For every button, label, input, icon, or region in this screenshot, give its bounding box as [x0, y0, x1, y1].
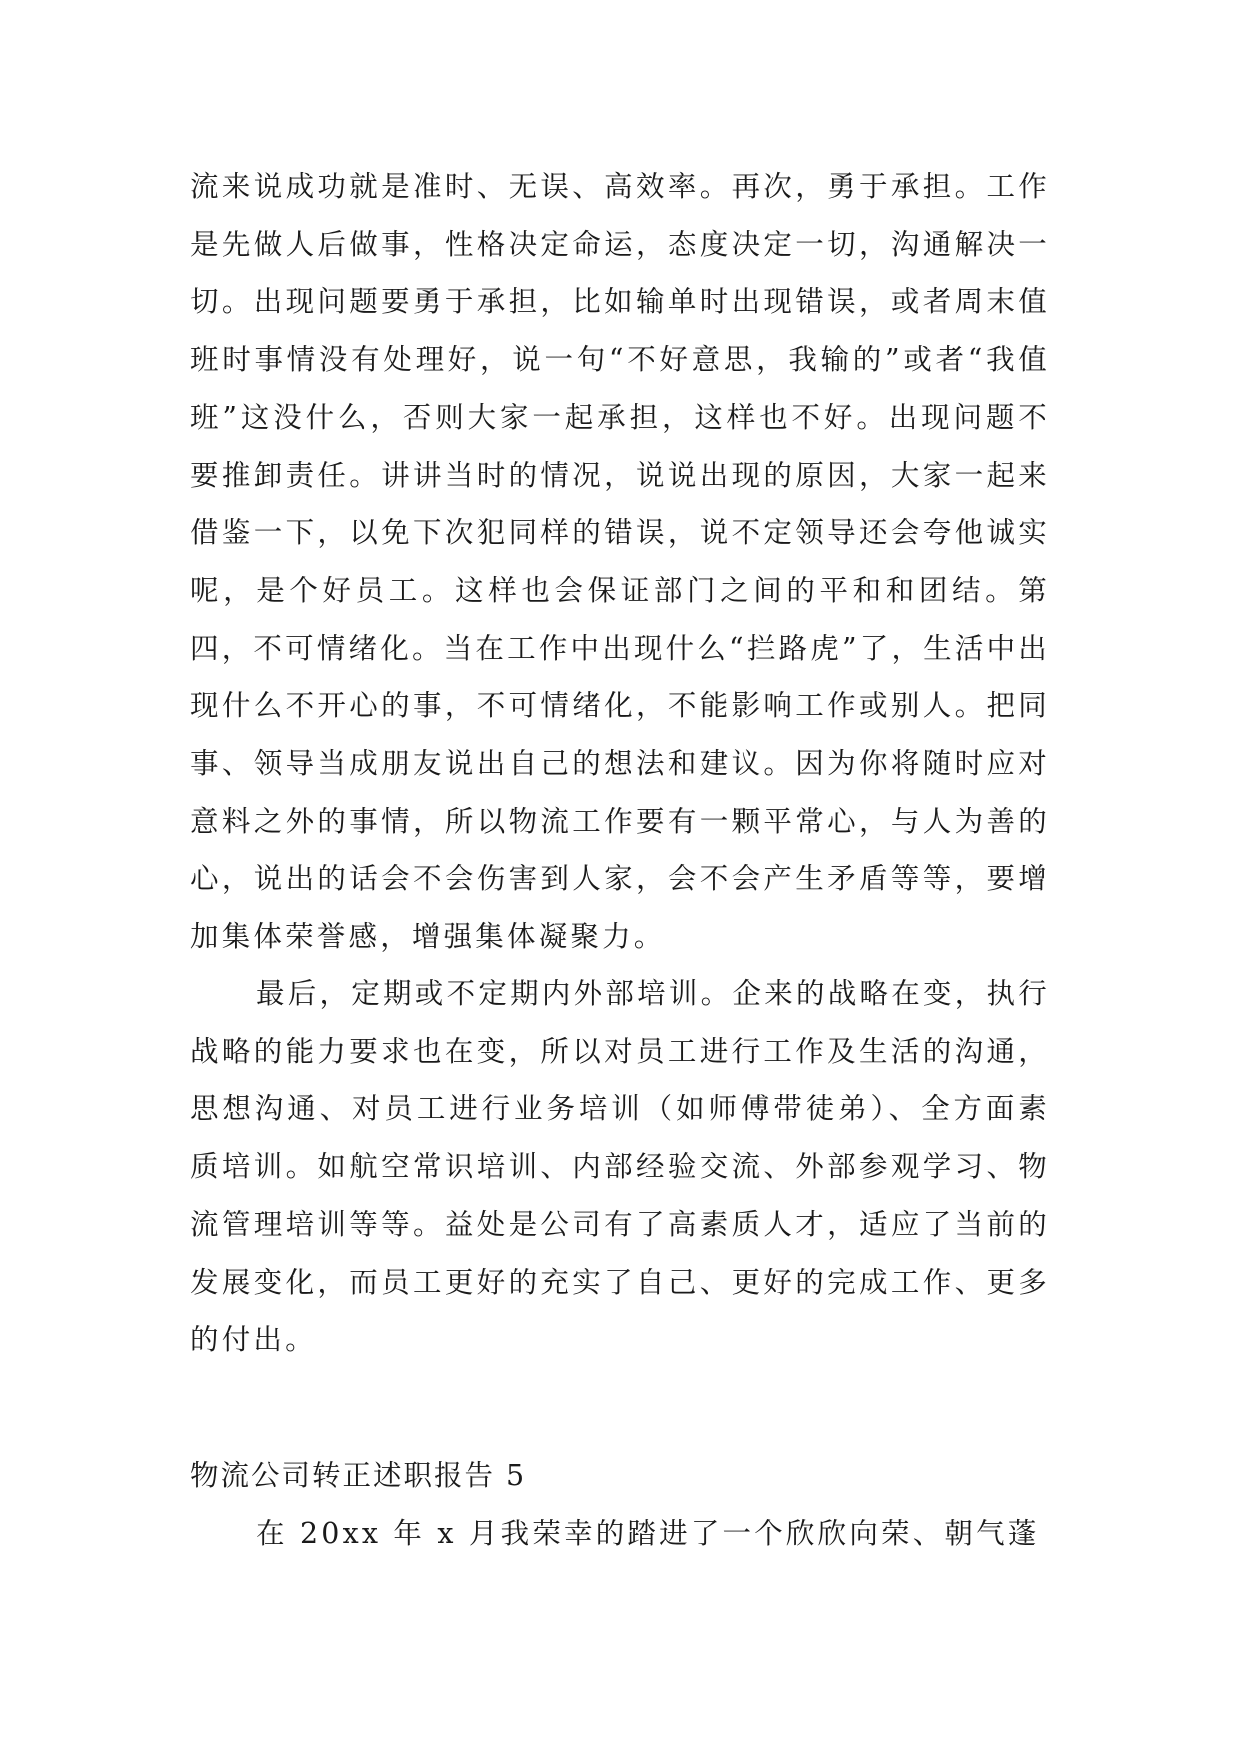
section-heading: 物流公司转正述职报告 5	[190, 1459, 527, 1492]
body-paragraph-1: 流来说成功就是准时、无误、高效率。再次，勇于承担。工作是先做人后做事，性格决定命运，态度决定一切，沟通解决一切。出现问题要勇于承担，比如输单时出现错误，或者周末值班时事情没有处理好，说一句“不好意思，我输的”或者“我值班”这没什么，否则大家一起承担，这样也不好。出现问题不要推卸责任。讲讲当时的情况，说说出现的原因，大家一起来借鉴一下，以免下次犯同样的错误，说不定领导还会夸他诚实呢，是个好员工。这样也会保证部门之间的平和和团结。第四，不可情绪化。当在工作中出现什么“拦路虎”了，生活中出现什么不开心的事，不可情绪化，不能影响工作或别人。把同事、领导当成朋友说出自己的想法和建议。因为你将随时应对意料之外的事情，所以物流工作要有一颗平常心，与人为善的心，说出的话会不会伤害到人家，会不会产生矛盾等等，要增加集体荣誉感，增强集体凝聚力。	[190, 170, 1050, 954]
body-paragraph-2: 最后，定期或不定期内外部培训。企来的战略在变，执行战略的能力要求也在变，所以对员工进行工作及生活的沟通，思想沟通、对员工进行业务培训（如师傅带徒弟）、全方面素质培训。如航空常识培训、内部经验交流、外部参观学习、物流管理培训等等。益处是公司有了高素质人才，适应了当前的发展变化，而员工更好的充实了自己、更好的完成工作、更多的付出。	[190, 977, 1050, 1357]
section-paragraph: 在 20xx 年 x 月我荣幸的踏进了一个欣欣向荣、朝气蓬	[256, 1517, 1040, 1550]
